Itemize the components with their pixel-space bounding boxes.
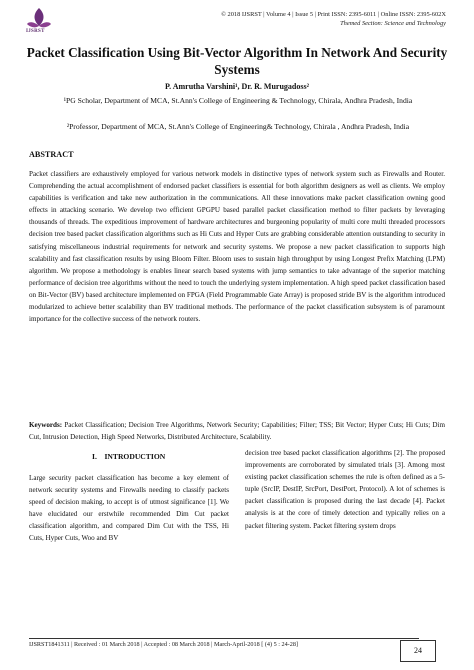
authors: P. Amrutha Varshini¹, Dr. R. Murugadoss² <box>164 82 309 91</box>
page-number: 24 <box>400 640 436 662</box>
affiliation-2: ²Professor, Department of MCA, St.Ann's College of Engineering& Technology, Chirala , Andhra Pradesh, India <box>66 122 410 131</box>
affiliation-1: ¹PG Scholar, Department of MCA, St.Ann's College of Engineering & Technology, Chirala, Andhra Pradesh, India <box>63 96 413 105</box>
logo-text: IJSRST <box>26 29 45 34</box>
section-heading-introduction: I. INTRODUCTION <box>92 452 166 461</box>
footer-citation: IJSRST1841311 | Received : 01 March 2018 | Accepted : 08 March 2018 | March-April-2018 [ (4) 5 : 24-28] <box>29 641 298 648</box>
journal-info: © 2018 IJSRST | Volume 4 | Issue 5 | Print ISSN: 2395-6011 | Online ISSN: 2395-602X <box>221 11 446 18</box>
abstract-text: Packet classifiers are exhaustively employed for various network models in distinctive types of network system such as Firewalls and Router. Comprehending the actual accomplishment of endorsed packet classifiers is essential for both algorithm designers as well as clients. We employ capabilities is verification and take new authorization in the communications. All these innovations make packet classification owning good effects in attacking scenario. We develop two efficient GPGPU based parallel packet classification method to filter packets by leveraging thousands of threads. The expeditious improvement of hardware architectures and burgeoning popularity of multi core multi threaded processors decision tree based packet classification algorithms such as Hi Cuts and Hyper Cuts are grabbing considerable attention outstanding to security in satisfying miscellaneous industrial requirements for network and security systems. We propose a new packet classification to supports high scalability and fast classification results by using Bloom Filter. Bloom uses to sustain high throughput by using Longest Prefix Matching (LPM) algorithm. We propose a methodology is enables linear search based systems with jump semantics to take advantage of the superior matching performance of decision tree algorithms without the need to touch the underlying system implementation. A high speed packet classification based on Bit-Vector (BV) based architecture implemented on FPGA (Field Programmable Gate Array) is proposed stride BV is the algorithm introduced modularized to achieve better scalability than BV traditional methods. The performance of the packet classification subsystem is of paramount importance for the collective success of the network routers. <box>29 170 445 324</box>
intro-right-column: decision tree based packet classification algorithms [2]. The proposed improvements are corroborated by simulated trials [3]. Among most existing packet classification schemes the rule is often defined as a 5-tuple (SrcIP, DestIP, SrcPort, DestPort, Protocol). A lot of schemes is packet classification is proposed during the last decade [4]. Packet analysis is at the core of timely detection and typically relies on a packet filtering system. Packet filtering system drops <box>245 449 445 530</box>
theme-section: Themed Section: Science and Technology <box>340 20 446 27</box>
paper-title: Packet Classification Using Bit-Vector Algorithm In Network And Security Systems <box>26 45 448 77</box>
abstract-heading: ABSTRACT <box>29 150 74 159</box>
intro-left-column: Large security packet classification has become a key element of network security systems and Firewalls needing to classify packets speed of decision making, to accept is of utmost significance [1]. We have elucidated our erstwhile recommended Dim Cut packet classification algorithm, and compared Dim Cut with the TSS, Hi Cuts, Hyper Cuts, Woo and BV <box>29 474 229 543</box>
journal-header <box>221 10 446 28</box>
footer-divider <box>29 638 419 639</box>
keywords-label: Keywords: <box>29 421 63 429</box>
keywords <box>29 419 445 443</box>
keywords-text: Packet Classification; Decision Tree Algorithms, Network Security; Capabilities; Filter; TSS; Bit Vector; Hyper Cuts; Hi Cuts; Dim Cut, Intrusion Detection, High Speed Networks, Distributed Architecture, Scalability. <box>29 421 445 441</box>
